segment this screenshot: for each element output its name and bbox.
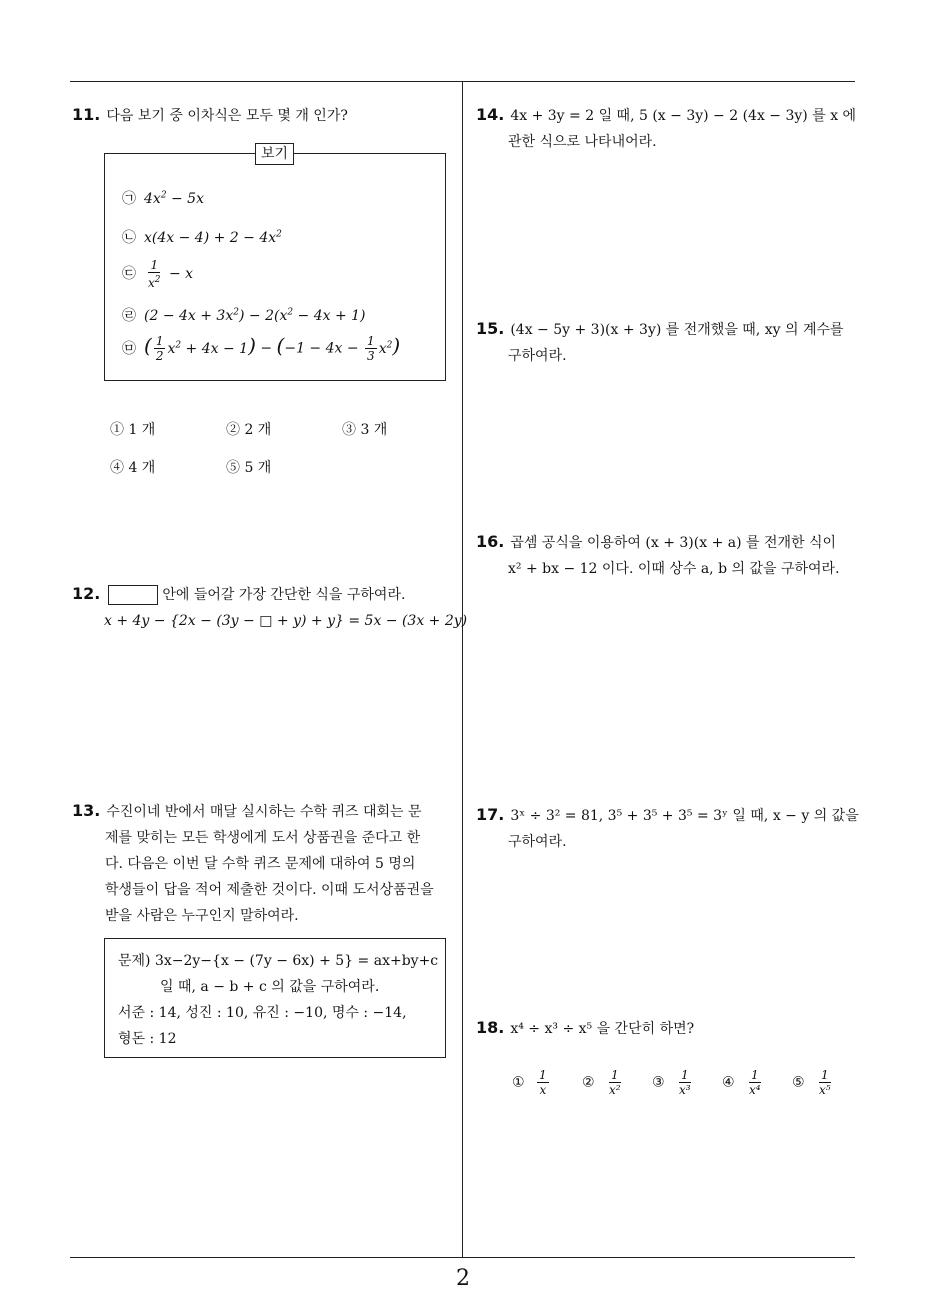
q15-line-2: 구하여라. [508,348,567,364]
q13-box-line-2: 일 때, a − b + c 의 값을 구하여라. [160,979,380,995]
column-divider [462,82,463,1257]
q17-line-1: 3ˣ ÷ 3² = 81, 3⁵ + 3⁵ + 3⁵ = 3ʸ 일 때, x − y 의 값을 [510,808,859,824]
q15-line-1: (4x − 5y + 3)(x + 3y) 를 전개했을 때, xy 의 계수를 [510,322,844,338]
q13-line-1: 수진이네 반에서 매달 실시하는 수학 퀴즈 대회는 문 [106,804,422,820]
q14-line-2: 관한 식으로 나타내어라. [508,134,657,150]
q13-line-3: 다. 다음은 이번 달 수학 퀴즈 문제에 대하여 5 명의 [105,856,416,872]
q17-line-2: 구하여라. [508,834,567,850]
question-12 [72,581,405,608]
bogi-item-a: ㉠ $4x^2 - 5x$ [122,190,204,207]
question-18 [476,1015,694,1042]
bogi-item-e: ㉤ ( $\frac{1}{2}$ $x^2 + 4x - 1) - (-1 - 4x$ − $\frac{1}{3}$ $x^2$) [122,333,401,364]
bogi-label: 보기 [255,143,294,165]
q18-choice-1[interactable]: ① $\frac{1}{x}$ [512,1068,547,1097]
answer-blank-box [108,585,158,605]
q18-choice-2[interactable]: ② $\frac{1}{\text{x²}}$ [582,1068,621,1097]
q18-choice-4[interactable]: ④ $\frac{1}{\text{x⁴}}$ [722,1068,761,1097]
q16-line-1: 곱셈 공식을 이용하여 (x + 3)(x + a) 를 전개한 식이 [510,535,837,551]
bottom-rule [70,1257,855,1258]
q14-line-1: 4x + 3y = 2 일 때, 5 (x − 3y) − 2 (4x − 3y) 를 x 에 [510,108,857,124]
question-number: 12. [72,584,101,603]
question-text: 안에 들어갈 가장 간단한 식을 구하여라. [162,587,406,603]
q16-line-2: x² + bx − 12 이다. 이때 상수 a, b 의 값을 구하여라. [508,561,840,577]
q13-box-line-3: 서준 : 14, 성진 : 10, 유진 : −10, 명수 : −14, [118,1005,407,1021]
question-14 [476,102,856,155]
page-number: 2 [456,1266,470,1291]
q13-box-line-1: 문제) 3x−2y−{x − (7y − 6x) + 5} = ax+by+c [118,953,439,969]
bogi-item-b: ㉡ $x(4x - 4) + 2 - 4x^2$ [122,229,282,246]
question-text: 다음 보기 중 이차식은 모두 몇 개 인가? [106,108,348,124]
bogi-item-d: ㉣ $(2 - 4x + 3x^2) - 2(x^2 - 4x + 1)$ [122,307,366,324]
question-text: x⁴ ÷ x³ ÷ x⁵ 을 간단히 하면? [510,1021,695,1037]
q11-choice-4[interactable]: ④ 4 개 [110,460,156,476]
question-15 [476,316,844,369]
bogi-item-c: ㉢ $\frac{1}{x^2}$ − x [122,258,194,290]
q11-choice-1[interactable]: ① 1 개 [110,422,156,438]
question-number: 18. [476,1018,505,1037]
q18-choice-5[interactable]: ⑤ $\frac{1}{\text{x⁵}}$ [792,1068,831,1097]
q13-line-2: 제를 맞히는 모든 학생에게 도서 상품권을 준다고 한 [105,830,421,846]
question-11 [72,102,348,129]
q11-choice-3[interactable]: ③ 3 개 [342,422,388,438]
question-16 [476,529,840,582]
question-number: 15. [476,319,505,338]
q11-choice-5[interactable]: ⑤ 5 개 [226,460,272,476]
q13-line-5: 받을 사람은 누구인지 말하여라. [105,908,299,924]
question-number: 14. [476,105,505,124]
question-13 [72,798,458,929]
q11-choice-2[interactable]: ② 2 개 [226,422,272,438]
question-number: 16. [476,532,505,551]
question-number: 11. [72,105,101,124]
q18-choice-3[interactable]: ③ $\frac{1}{\text{x³}}$ [652,1068,691,1097]
q12-equation: x + 4y − {2x − (3y − □ + y) + y} = 5x − (3x + 2y) [104,613,468,629]
question-number: 13. [72,801,101,820]
q13-box-line-4: 형돈 : 12 [118,1031,177,1047]
question-number: 17. [476,805,505,824]
q13-line-4: 학생들이 답을 적어 제출한 것이다. 이때 도서상품권을 [105,882,434,898]
question-17 [476,802,859,855]
